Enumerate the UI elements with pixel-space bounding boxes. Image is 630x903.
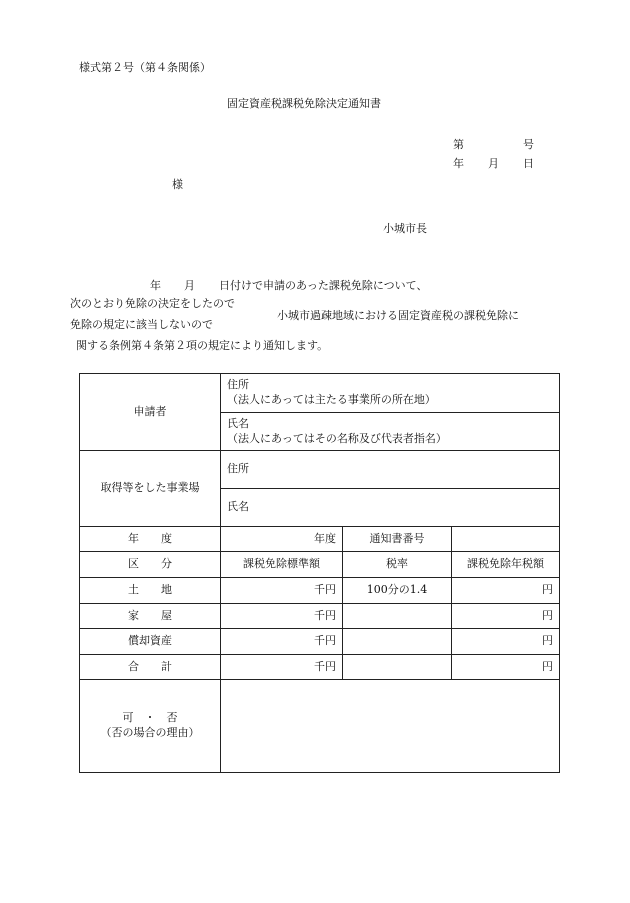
applicant-name-label: 氏名 [227,416,249,430]
table-row [80,578,560,604]
row-standard[interactable]: 千円 [221,578,343,604]
applicant-address-row [80,374,560,413]
applicant-address-label: 住所 [227,378,249,392]
date-year: 年 [453,157,464,170]
row-rate[interactable] [343,604,452,629]
body-option-approved: 次のとおり免除の決定をしたので [70,297,235,310]
doc-number-go: 号 [523,138,534,151]
row-rate[interactable] [343,655,452,680]
col-annual-header: 課税免除年税額 [452,552,560,578]
date-day: 日 [523,157,534,170]
body-year: 年 [150,279,161,292]
approval-note: （否の場合の理由） [100,726,200,739]
recipient-honorific: 様 [172,178,183,191]
category-label: 区 分 [80,552,221,578]
approval-label-cell [80,680,221,773]
row-annual[interactable]: 円 [452,578,560,604]
site-label: 取得等をした事業場 [80,451,221,527]
document-title: 固定資産税課税免除決定通知書 [227,97,381,110]
row-rate: 100分の1.4 [343,578,452,604]
row-annual[interactable]: 円 [452,629,560,655]
row-label: 合 計 [80,655,221,680]
approval-reason-cell[interactable] [221,680,560,773]
doc-number-dai: 第 [453,138,464,151]
table-row [80,655,560,680]
notice-number-value[interactable] [452,527,560,552]
date-month: 月 [488,157,499,170]
row-label: 土 地 [80,578,221,604]
site-name-cell[interactable] [221,489,560,527]
col-rate-header: 税率 [343,552,452,578]
site-name-label: 氏名 [227,500,249,514]
fiscal-year-label: 年 度 [80,527,221,552]
table-row [80,604,560,629]
site-address-cell[interactable] [221,451,560,489]
form-number: 様式第２号（第４条関係） [79,61,211,74]
row-annual[interactable]: 円 [452,655,560,680]
exemption-form-table [79,373,560,773]
row-standard[interactable]: 千円 [221,604,343,629]
body-option-rejected: 免除の規定に該当しないので [70,318,213,331]
applicant-name-note: （法人にあってはその名称及び代表者指名） [227,431,447,445]
approval-label: 可 ・ 否 [122,711,178,725]
body-line3: 関する条例第４条第２項の規定により通知します。 [76,339,329,352]
table-row [80,629,560,655]
applicant-label: 申請者 [80,374,221,451]
applicant-address-cell[interactable] [221,374,560,413]
site-address-row [80,451,560,489]
row-annual[interactable]: 円 [452,604,560,629]
issuer-mayor: 小城市長 [383,222,427,235]
body-line2: 小城市過疎地域における固定資産税の課税免除に [277,309,519,322]
row-label: 償却資産 [80,629,221,655]
fiscal-year-unit[interactable]: 年度 [221,527,343,552]
row-standard[interactable]: 千円 [221,655,343,680]
approval-row [80,680,560,773]
col-standard-header: 課税免除標準額 [221,552,343,578]
notice-number-label: 通知書番号 [343,527,452,552]
site-address-label: 住所 [227,462,249,476]
row-label: 家 屋 [80,604,221,629]
fiscal-year-row [80,527,560,552]
row-standard[interactable]: 千円 [221,629,343,655]
body-line1: 日付けで申請のあった課税免除について、 [219,279,428,292]
applicant-name-cell[interactable] [221,413,560,451]
row-rate[interactable] [343,629,452,655]
applicant-address-note: （法人にあっては主たる事業所の所在地） [227,393,436,406]
body-month: 月 [184,279,195,292]
column-header-row [80,552,560,578]
